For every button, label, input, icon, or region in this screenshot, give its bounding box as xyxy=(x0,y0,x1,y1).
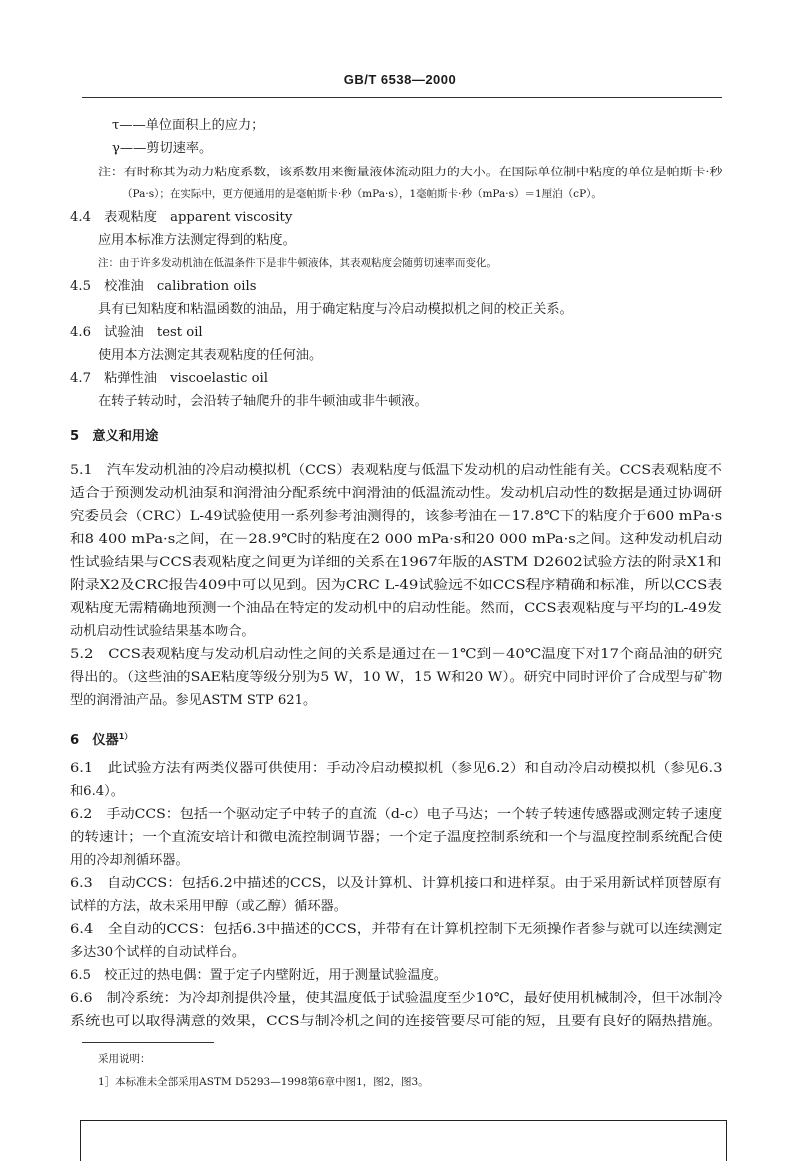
text-line: 4.7 粘弹性油 viscoelastic oil xyxy=(70,371,268,386)
bottom-frame xyxy=(80,1120,727,1161)
section-6-heading-text: 6 仪器 xyxy=(70,733,119,749)
page-header: GB/T 6538—2000 xyxy=(343,72,457,87)
text-line: 究委员会（CRC）L-49试验使用一系列参考油测得的，该参考油在－17.8℃下的粘度介于600 mPa·s xyxy=(70,509,723,524)
text-line: 的转速计；一个直流安培计和微电流控制调节器；一个定子温度控制系统和一个与温度控制系统配合使 xyxy=(70,830,723,845)
text-line: 4.6 试验油 test oil xyxy=(70,325,203,340)
text-line: 5.1 汽车发动机油的冷启动模拟机（CCS）表观粘度与低温下发动机的启动性能有关。CCS表观粘度不 xyxy=(70,463,722,478)
text-line: 使用本方法测定其表观粘度的任何油。 xyxy=(98,348,323,363)
section-6-footnote-marker: 1） xyxy=(118,732,133,741)
text-line: 附录X2及CRC报告409中可以见到。因为CRC L-49试验远不如CCS程序精确和标准，所以CCS表 xyxy=(70,578,723,593)
text-line: 4.5 校准油 calibration oils xyxy=(70,279,257,294)
text-line: 6.3 自动CCS：包括6.2中描述的CCS，以及计算机、计算机接口和进样泵。由于采用新试样顶替原有 xyxy=(70,876,722,891)
text-line: 性试验结果与CCS表观粘度之间更为详细的关系在1967年版的ASTM D2602试验方法的附录X1和 xyxy=(70,555,722,570)
text-line: 6.2 手动CCS：包括一个驱动定子中转子的直流（d-c）电子马达；一个转子转速传感器或测定转子速度 xyxy=(70,807,723,822)
text-line: 注：由于许多发动机油在低温条件下是非牛顿液体，其表观粘度会随剪切速率而变化。 xyxy=(98,257,497,269)
text-line: 5 意义和用途 xyxy=(70,429,159,444)
text-line: 型的润滑油产品。参见ASTM STP 621。 xyxy=(70,693,317,708)
text-line: 5.2 CCS表观粘度与发动机启动性之间的关系是通过在－1℃到－40℃温度下对17个商品油的研究 xyxy=(70,647,723,662)
footnote-title: 采用说明： xyxy=(98,1053,151,1065)
header-rule xyxy=(82,97,722,98)
footnote-rule xyxy=(82,1042,214,1043)
text-line: 6.4 全自动的CCS：包括6.3中描述的CCS，并带有在计算机控制下无须操作者参与就可以连续测定 xyxy=(70,922,723,937)
text-line: 在转子转动时，会沿转子轴爬升的非牛顿油或非牛顿液。 xyxy=(98,394,428,409)
text-line: 注：有时称其为动力粘度系数，该系数用来衡量液体流动阻力的大小。在国际单位制中粘度的单位是帕斯卡·秒 xyxy=(98,166,723,178)
text-line: 适合于预测发动机油泵和润滑油分配系统中润滑油的低温流动性。发动机启动性的数据是通过协调研 xyxy=(70,486,723,501)
text-line: 6.1 此试验方法有两类仪器可供使用：手动冷启动模拟机（参见6.2）和自动冷启动模拟机（参见6.3 xyxy=(70,761,723,776)
footnote-text: 1］本标准未全部采用ASTM D5293—1998第6章中图1，图2，图3。 xyxy=(98,1076,429,1088)
text-line: 6.5 校正过的热电偶：置于定子内壁附近，用于测量试验温度。 xyxy=(70,968,448,983)
text-line: 和8 400 mPa·s之间，在－28.9℃时的粘度在2 000 mPa·s和20 000 mPa·s之间。这种发动机启动 xyxy=(70,532,723,547)
text-line: 多达30个试样的自动试样台。 xyxy=(70,945,246,960)
text-line: 观粘度无需精确地预测一个油品在特定的发动机中的启动性能。然而，CCS表观粘度与平均的L-49发 xyxy=(70,601,722,616)
text-line: 试样的方法，故未采用甲醇（或乙醇）循环器。 xyxy=(70,899,347,914)
text-line: γ——剪切速率。 xyxy=(112,141,213,156)
text-line: 系统也可以取得满意的效果，CCS与制冷机之间的连接管要尽可能的短，且要有良好的隔热措施。 xyxy=(70,1014,722,1029)
text-line: 具有已知粘度和粘温函数的油品，用于确定粘度与冷启动模拟机之间的校正关系。 xyxy=(98,302,573,317)
text-line: 动机启动性试验结果基本吻合。 xyxy=(70,624,255,639)
text-line: 和6.4）。 xyxy=(70,784,124,799)
text-line: 6.6 制冷系统：为冷却剂提供冷量，使其温度低于试验温度至少10℃，最好使用机械制冷，但干冰制冷 xyxy=(70,991,723,1006)
text-line: （Pa·s）；在实际中，更方便通用的是毫帕斯卡·秒（mPa·s），1毫帕斯卡·秒（mPa·s）＝1厘泊（cP）。 xyxy=(122,188,602,200)
text-line: 4.4 表观粘度 apparent viscosity xyxy=(70,210,293,225)
text-line: 得出的。（这些油的SAE粘度等级分别为5 W，10 W，15 W和20 W）。研究中同时评价了合成型与矿物 xyxy=(70,670,723,685)
section-6-heading xyxy=(70,729,132,749)
text-line: τ——单位面积上的应力； xyxy=(112,118,265,133)
text-line: 用的冷却剂循环器。 xyxy=(70,853,189,868)
text-line: 应用本标准方法测定得到的粘度。 xyxy=(98,233,296,248)
